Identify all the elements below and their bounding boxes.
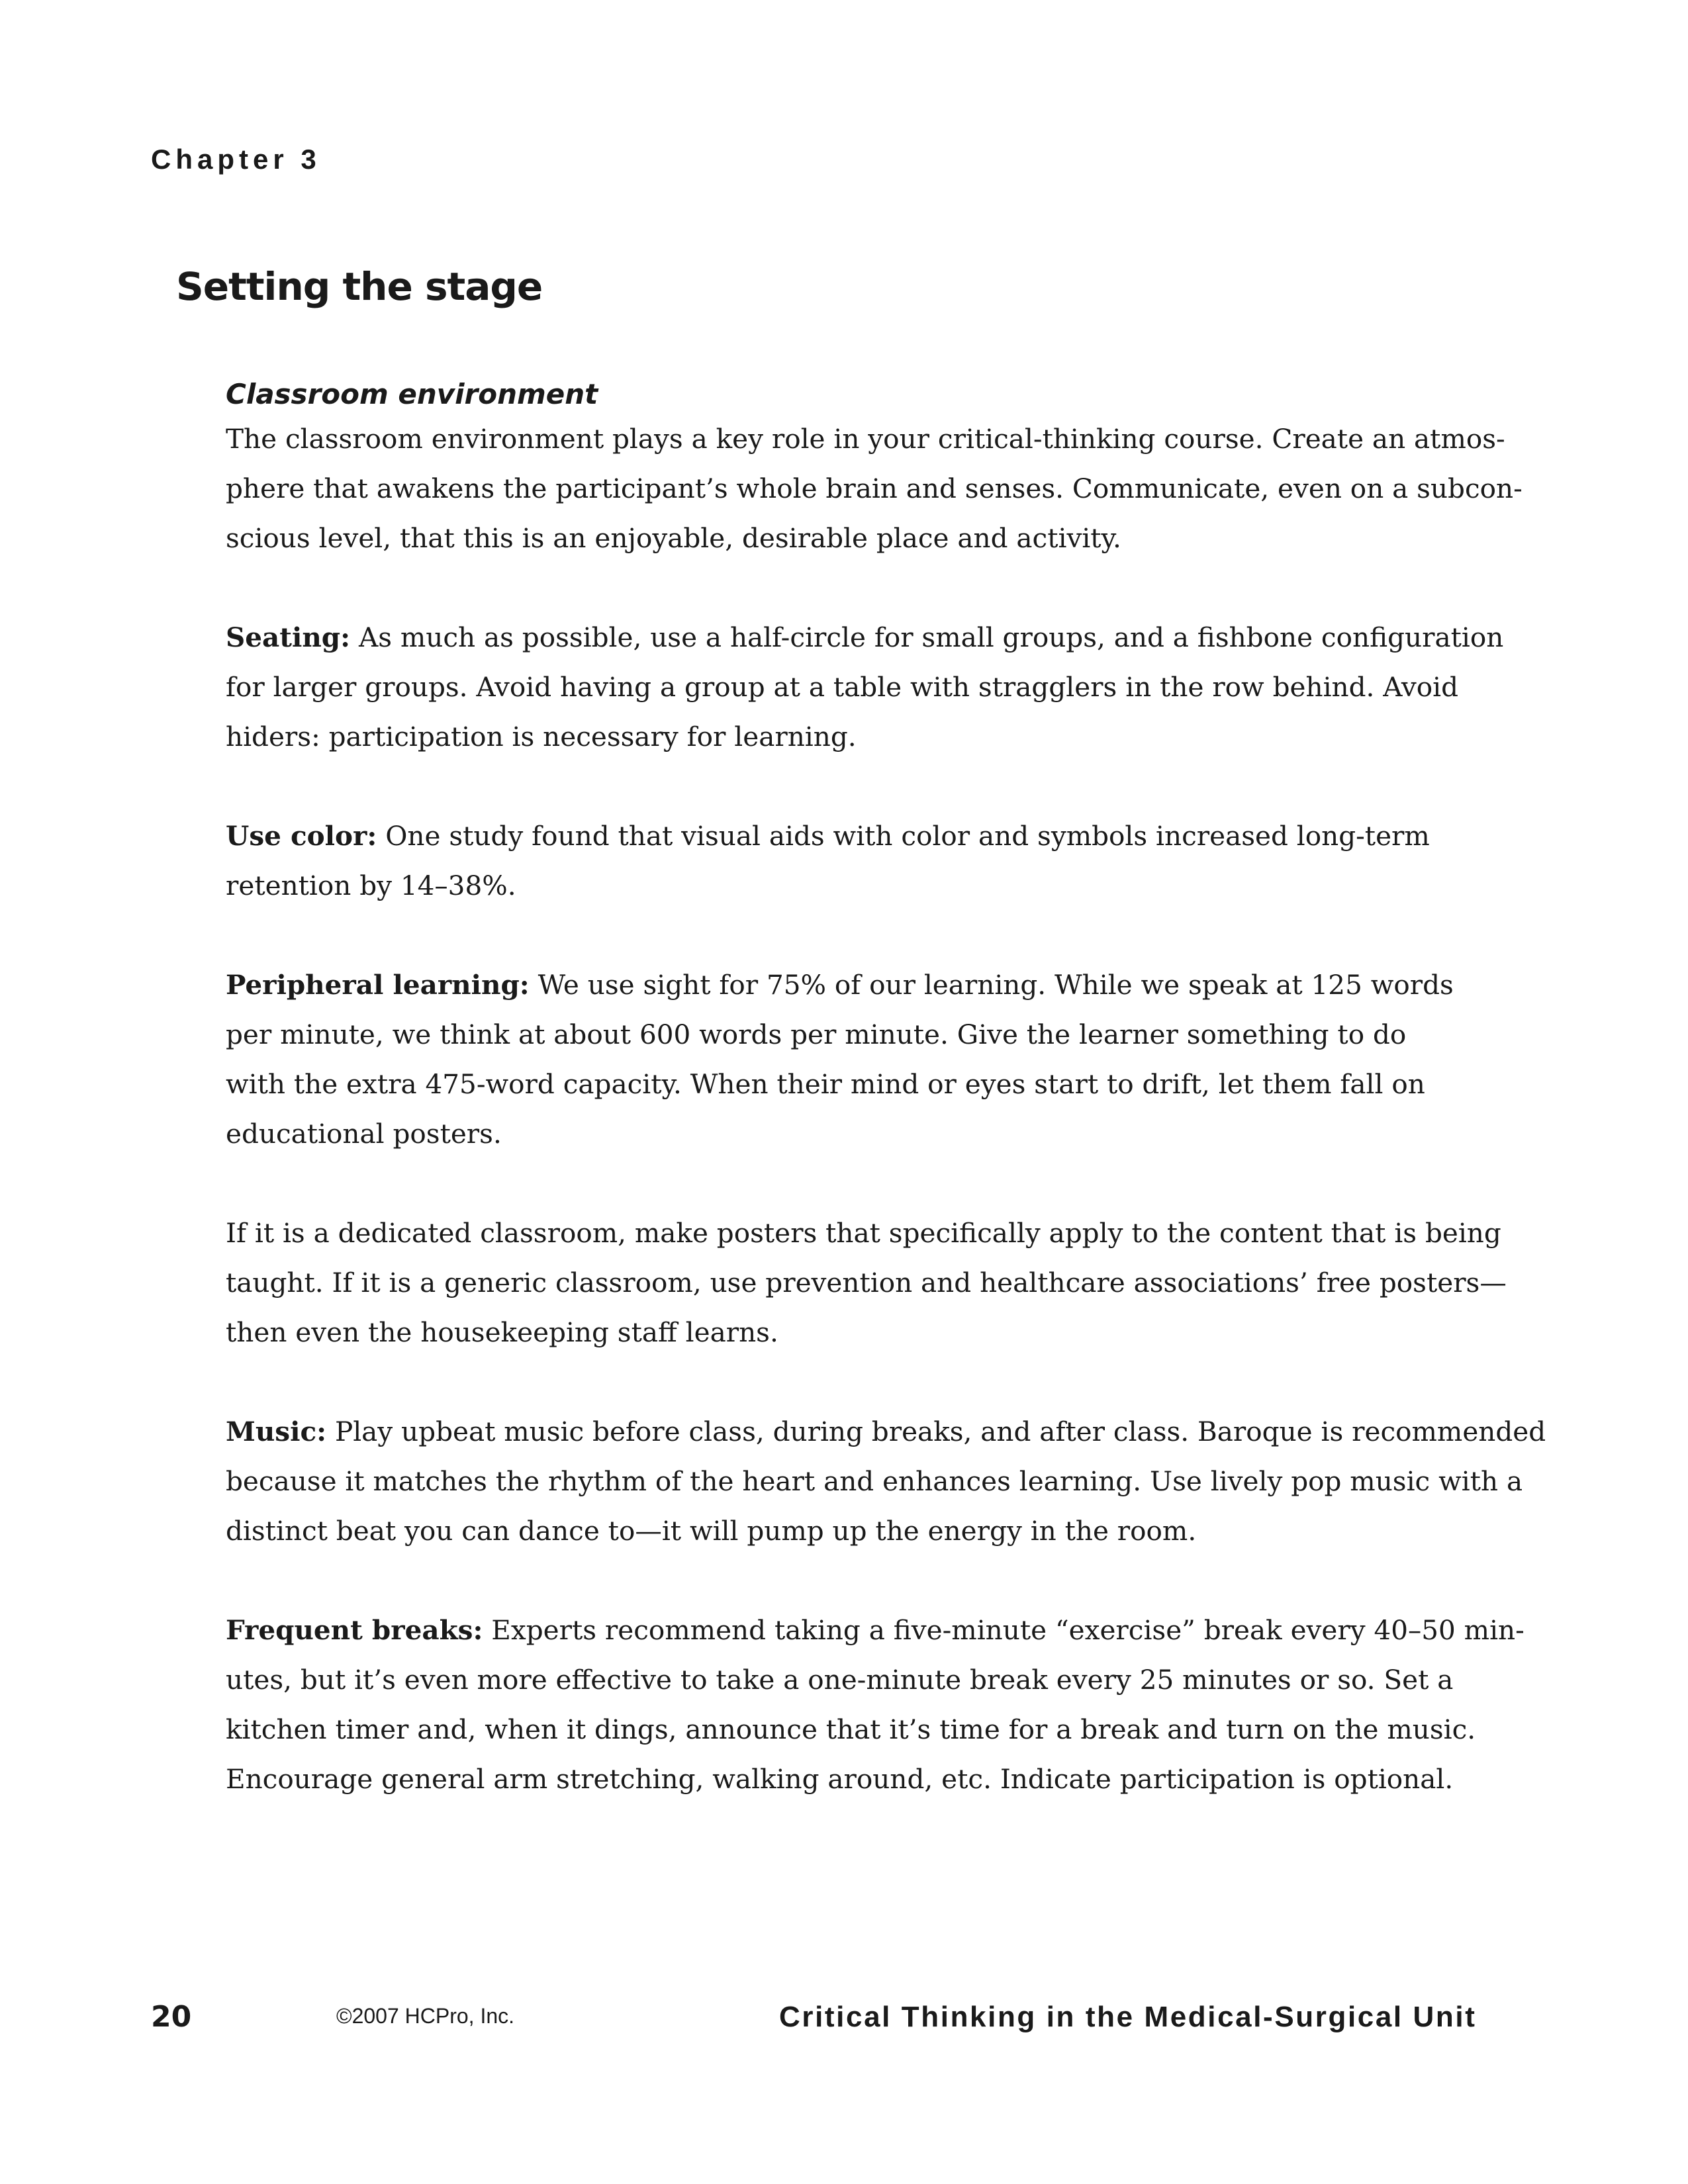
- text-line: If it is a dedicated classroom, make posters that specifically apply to the content that is being: [226, 1217, 1501, 1249]
- page-footer: [0, 1997, 1688, 2037]
- intro-paragraph: [226, 414, 1523, 563]
- text-line: taught. If it is a generic classroom, use prevention and healthcare associations’ free posters—: [226, 1267, 1507, 1298]
- frequent-breaks-lead: Frequent breaks:: [226, 1614, 483, 1646]
- section-heading: Classroom environment: [226, 378, 598, 410]
- text-line: utes, but it’s even more effective to take a one-minute break every 25 minutes or so. Set a: [226, 1664, 1454, 1696]
- text-span: Play upbeat music before class, during breaks, and after class. Baroque is recommended: [326, 1416, 1546, 1447]
- text-line: phere that awakens the participant’s whole brain and senses. Communicate, even on a subcon-: [226, 473, 1523, 504]
- peripheral-learning-lead: Peripheral learning:: [226, 969, 530, 1001]
- page-number: 20: [151, 2000, 192, 2034]
- book-title: Critical Thinking in the Medical-Surgical Unit: [779, 2001, 1477, 2033]
- text-line: [226, 960, 1503, 1010]
- text-line: scious level, that this is an enjoyable, desirable place and activity.: [226, 522, 1121, 554]
- use-color-paragraph: [226, 811, 1503, 911]
- text-line: for larger groups. Avoid having a group at a table with stragglers in the row behind. Avoid: [226, 671, 1459, 703]
- text-line: with the extra 475-word capacity. When their mind or eyes start to drift, let them fall on: [226, 1068, 1425, 1100]
- text-line: because it matches the rhythm of the heart and enhances learning. Use lively pop music with a: [226, 1465, 1523, 1497]
- text-line: [226, 811, 1503, 861]
- text-line: distinct beat you can dance to—it will pump up the energy in the room.: [226, 1515, 1197, 1547]
- text-span: As much as possible, use a half-circle for small groups, and a fishbone configuration: [350, 621, 1504, 653]
- text-line: [226, 1606, 1524, 1655]
- text-line: [226, 613, 1503, 662]
- text-line: [226, 1407, 1546, 1457]
- text-line: The classroom environment plays a key role in your critical-thinking course. Create an atmos-: [226, 423, 1505, 455]
- text-line: educational posters.: [226, 1118, 502, 1150]
- chapter-label: Chapter 3: [151, 144, 321, 175]
- music-lead: Music:: [226, 1416, 327, 1447]
- text-span: One study found that visual aids with color and symbols increased long-term: [377, 820, 1430, 852]
- seating-lead: Seating:: [226, 621, 351, 653]
- text-line: kitchen timer and, when it dings, announce that it’s time for a break and turn on the music.: [226, 1713, 1476, 1745]
- text-line: Encourage general arm stretching, walking around, etc. Indicate participation is optional.: [226, 1763, 1454, 1795]
- use-color-lead: Use color:: [226, 820, 377, 852]
- text-span: Experts recommend taking a five-minute “exercise” break every 40–50 min-: [483, 1614, 1524, 1646]
- copyright-notice: ©2007 HCPro, Inc.: [336, 2004, 515, 2028]
- text-span: We use sight for 75% of our learning. While we speak at 125 words: [529, 969, 1454, 1001]
- chapter-title: Setting the stage: [176, 264, 543, 309]
- text-line: per minute, we think at about 600 words per minute. Give the learner something to do: [226, 1019, 1407, 1050]
- music-paragraph: [226, 1407, 1546, 1556]
- text-line: then even the housekeeping staff learns.: [226, 1316, 778, 1348]
- frequent-breaks-paragraph: [226, 1606, 1524, 1804]
- seating-paragraph: [226, 613, 1503, 762]
- peripheral-learning-paragraph: [226, 960, 1503, 1159]
- posters-paragraph: [226, 1208, 1507, 1357]
- main-content: [226, 375, 1546, 1804]
- text-line: hiders: participation is necessary for learning.: [226, 721, 857, 752]
- text-line: retention by 14–38%.: [226, 870, 516, 901]
